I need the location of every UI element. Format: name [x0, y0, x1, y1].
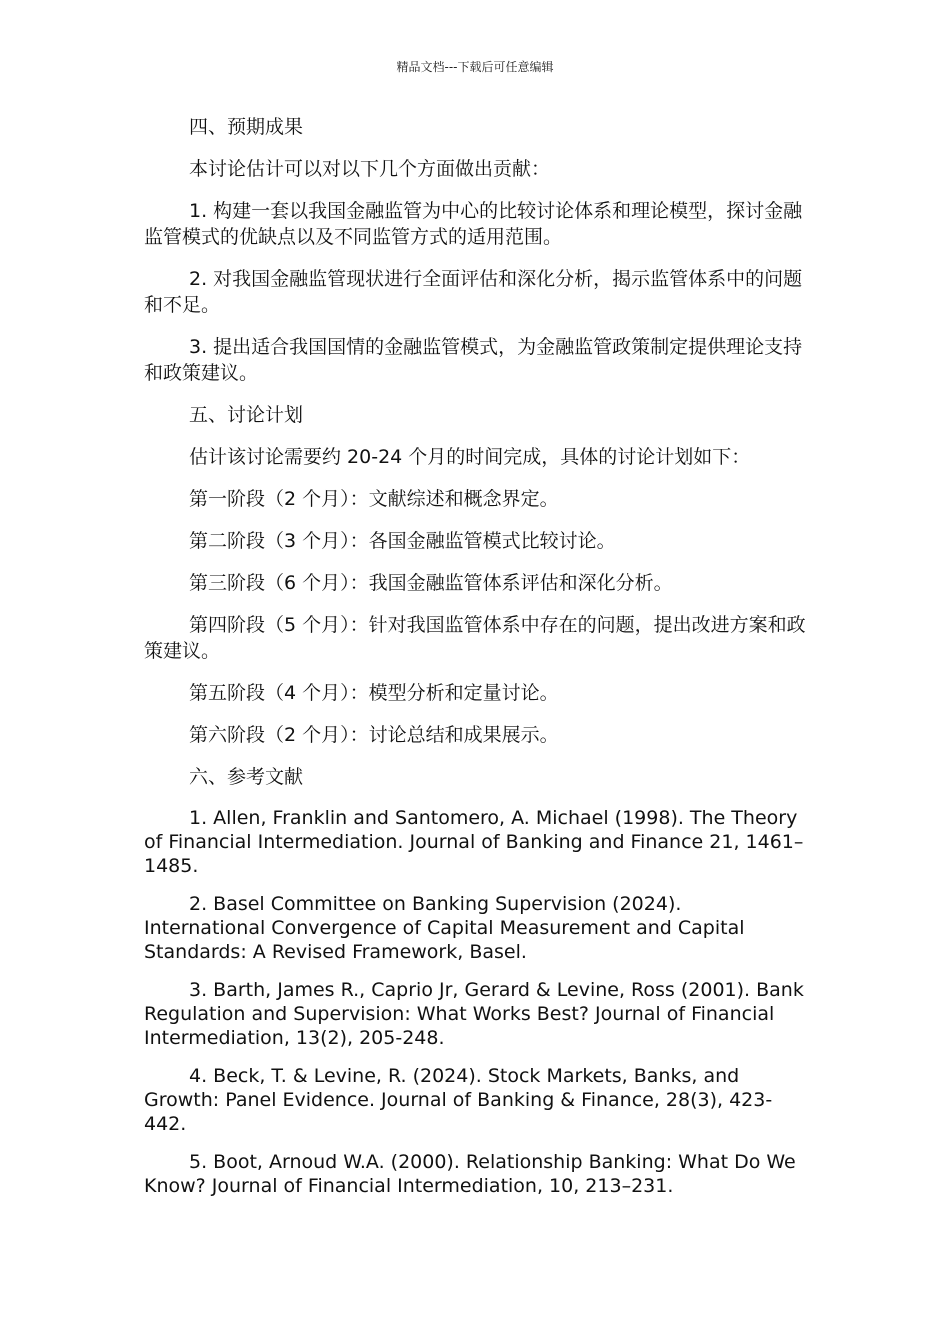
plan-intro: 估计该讨论需要约 20-24 个月的时间完成，具体的讨论计划如下：: [189, 446, 751, 468]
contribution-item: 2. 对我国金融监管现状进行全面评估和深化分析，揭示监管体系中的问题和不足。: [144, 268, 803, 316]
plan-phase: 第一阶段（2 个月）：文献综述和概念界定。: [189, 488, 559, 510]
section-heading-references: 六、参考文献: [189, 766, 304, 788]
reference-item: 1. Allen, Franklin and Santomero, A. Michael (1998). The Theory of Financial Intermediation. Journal of Banking and Finance 21, 1461–1485.: [144, 807, 804, 877]
section-heading-research-plan: 五、讨论计划: [189, 404, 304, 426]
contribution-item: 1. 构建一套以我国金融监管为中心的比较讨论体系和理论模型，探讨金融监管模式的优缺点以及不同监管方式的适用范围。: [144, 200, 803, 248]
reference-list: [144, 806, 808, 1198]
document-body: [144, 114, 808, 1212]
reference-item: 3. Barth, James R., Caprio Jr, Gerard & Levine, Ross (2001). Bank Regulation and Supervision: What Works Best? Journal of Financial Intermediation, 13(2), 205-248.: [144, 979, 804, 1049]
plan-phase: 第二阶段（3 个月）：各国金融监管模式比较讨论。: [189, 530, 616, 552]
reference-item: 5. Boot, Arnoud W.A. (2000). Relationship Banking: What Do We Know? Journal of Financial Intermediation, 10, 213–231.: [144, 1151, 796, 1197]
reference-item: 4. Beck, T. & Levine, R. (2024). Stock Markets, Banks, and Growth: Panel Evidence. Journal of Banking & Finance, 28(3), 423-442.: [144, 1065, 773, 1135]
plan-phase: 第五阶段（4 个月）：模型分析和定量讨论。: [189, 682, 559, 704]
contribution-item: 3. 提出适合我国国情的金融监管模式，为金融监管政策制定提供理论支持和政策建议。: [144, 336, 803, 384]
contributions-intro: 本讨论估计可以对以下几个方面做出贡献：: [189, 158, 551, 180]
reference-item: 2. Basel Committee on Banking Supervision (2024). International Convergence of Capital Measurement and Capital Standards: A Revised Framework, Basel.: [144, 893, 745, 963]
page-header: 精品文档---下载后可任意编辑: [396, 60, 554, 74]
section-heading-expected-results: 四、预期成果: [189, 116, 304, 138]
plan-phase: 第六阶段（2 个月）：讨论总结和成果展示。: [189, 724, 559, 746]
plan-phase: 第四阶段（5 个月）：针对我国监管体系中存在的问题，提出改进方案和政策建议。: [144, 614, 806, 662]
plan-phase: 第三阶段（6 个月）：我国金融监管体系评估和深化分析。: [189, 572, 673, 594]
